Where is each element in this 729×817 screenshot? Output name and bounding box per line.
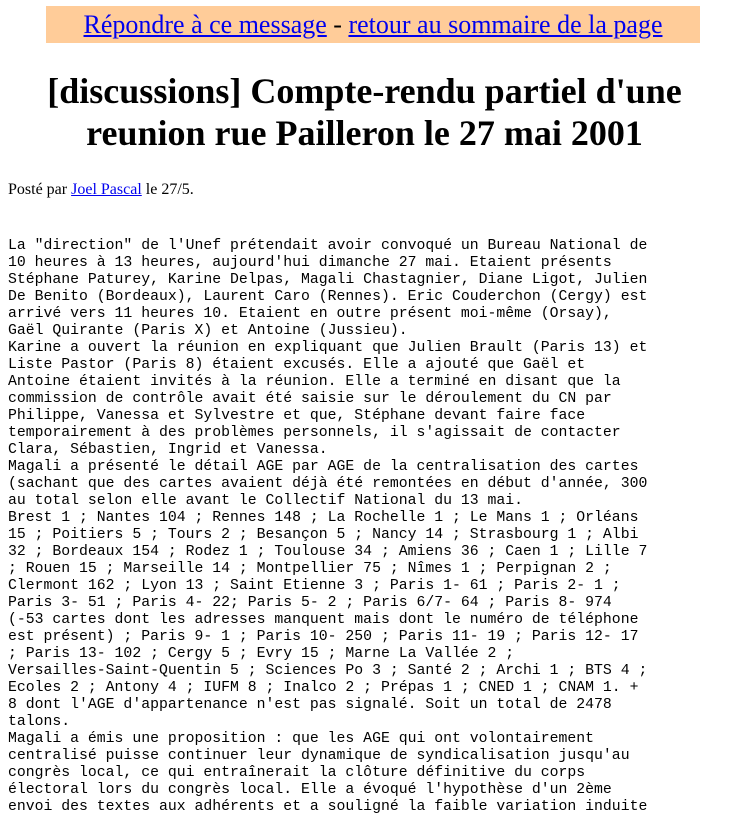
top-navigation-bar [46, 6, 700, 43]
page-title: [discussions] Compte-rendu partiel d'une reunion rue Pailleron le 27 mai 2001 [47, 71, 682, 153]
posted-date: le 27/5. [145, 181, 194, 198]
posted-prefix: Posté par [8, 181, 68, 198]
author-link[interactable]: Joel Pascal [71, 181, 142, 198]
nav-separator: - [333, 10, 342, 39]
back-to-summary-link[interactable]: retour au sommaire de la page [348, 10, 663, 39]
reply-link[interactable]: Répondre à ce message [83, 10, 327, 39]
message-body: La "direction" de l'Unef prétendait avoir convoqué un Bureau National de 10 heures à 13 heures, aujourd'hui dimanche 27 mai. Etaient présents Stéphane Paturey, Karine Delpas, Magali Chastagnier, Diane Ligot, Julien De Benito (Bordeaux), Laurent Caro (Rennes). Eric Couderchon (Cergy) est arrivé vers 11 heures 10. Etaient en outre présent moi-même (Orsay), Gaël Quirante (Paris X) et Antoine (Jussieu). Karine a ouvert la réunion en expliquant que Julien Brault (Paris 13) et Liste Pastor (Paris 8) étaient excusés. Elle a ajouté que Gaël et Antoine étaient invités à la réunion. Elle a terminé en disant que la commission de contrôle avait été saisie sur le déroulement du CN par Philippe, Vanessa et Sylvestre et que, Stéphane devant faire face temporairement à des problèmes personnels, il s'agissait de contacter Clara, Sébastien, Ingrid et Vanessa. Magali a présenté le détail AGE par AGE de la centralisation des cartes (sachant que des cartes avaient déjà été remontées en début d'année, 300 au total selon elle avant le Collectif National du 13 mai. Brest 1 ; Nantes 104 ; Rennes 148 ; La Rochelle 1 ; Le Mans 1 ; Orléans 15 ; Poitiers 5 ; Tours 2 ; Besançon 5 ; Nancy 14 ; Strasbourg 1 ; Albi 32 ; Bordeaux 154 ; Rodez 1 ; Toulouse 34 ; Amiens 36 ; Caen 1 ; Lille 7 ; Rouen 15 ; Marseille 14 ; Montpellier 75 ; Nîmes 1 ; Perpignan 2 ; Clermont 162 ; Lyon 13 ; Saint Etienne 3 ; Paris 1- 61 ; Paris 2- 1 ; Paris 3- 51 ; Paris 4- 22; Paris 5- 2 ; Paris 6/7- 64 ; Paris 8- 974 (-53 cartes dont les adresses manquent mais dont le numéro de téléphone est présent) ; Paris 9- 1 ; Paris 10- 250 ; Paris 11- 19 ; Paris 12- 17 ; Paris 13- 102 ; Cergy 5 ; Evry 15 ; Marne La Vallée 2 ; Versailles-Saint-Quentin 5 ; Sciences Po 3 ; Santé 2 ; Archi 1 ; BTS 4 ; Ecoles 2 ; Antony 4 ; IUFM 8 ; Inalco 2 ; Prépas 1 ; CNED 1 ; CNAM 1. + 8 dont l'AGE d'appartenance n'est pas signalé. Soit un total de 2478 talons. Magali a émis une proposition : que les AGE qui ont volontairement centralisé puisse continuer leur dynamique de syndicalisation jusqu'au congrès local, ce qui entraînerait la clôture définitive du corps électoral lors du congrès local. Elle a évoqué l'hypothèse d'un 2ème envoi des textes aux adhérents et a souligné la faible variation induite [8, 238, 648, 815]
posted-by-line [8, 180, 194, 200]
